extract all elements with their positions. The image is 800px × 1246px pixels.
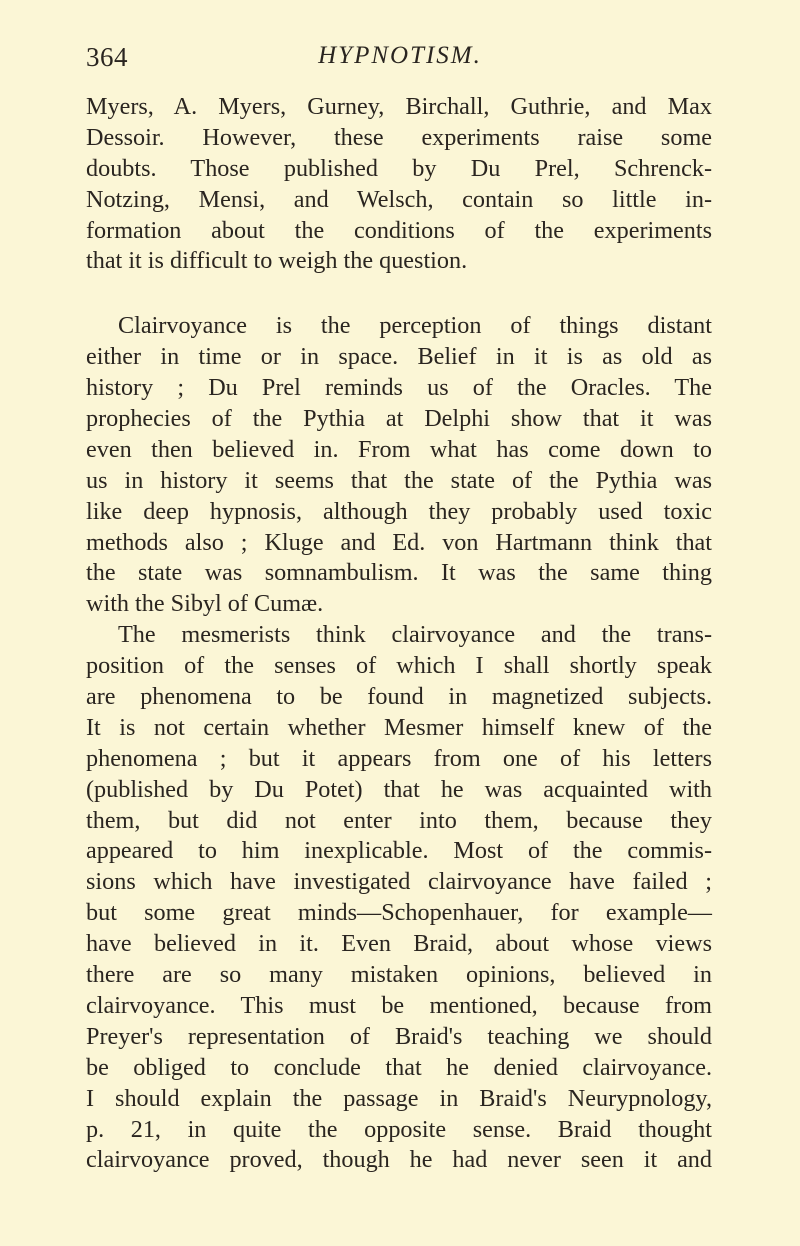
text-line: them, but did not enter into them, because they — [86, 806, 712, 834]
text-line: Notzing, Mensi, and Welsch, contain so little in- — [86, 185, 712, 213]
running-head: HYPNOTISM. — [318, 42, 482, 69]
text-line: have believed in it. Even Braid, about whose views — [86, 930, 712, 958]
text-line: us in history it seems that the state of the Pythia was — [86, 466, 712, 494]
text-line: be obliged to conclude that he denied clairvoyance. — [86, 1053, 712, 1081]
page-number: 364 — [86, 42, 128, 72]
text-line: either in time or in space. Belief in it is as old as — [86, 343, 712, 371]
text-line: Clairvoyance is the perception of things distant — [118, 312, 712, 340]
text-line: are phenomena to be found in magnetized subjects. — [86, 683, 712, 711]
text-line: sions which have investigated clairvoyance have failed ; — [86, 868, 712, 896]
text-line: clairvoyance. This must be mentioned, because from — [86, 991, 712, 1019]
page-header — [86, 42, 714, 82]
text-line: there are so many mistaken opinions, believed in — [86, 961, 712, 989]
text-line: the state was somnambulism. It was the same thing — [86, 559, 712, 587]
text-line: Dessoir. However, these experiments raise some — [86, 123, 712, 151]
text-line: methods also ; Kluge and Ed. von Hartmann think that — [86, 528, 712, 556]
text-line: prophecies of the Pythia at Delphi show that it was — [86, 405, 712, 433]
paragraph — [86, 92, 712, 277]
text-line: Myers, A. Myers, Gurney, Birchall, Guthrie, and Max — [86, 93, 712, 120]
text-line: It is not certain whether Mesmer himself knew of the — [86, 713, 712, 741]
text-line: formation about the conditions of the experiments — [86, 216, 712, 244]
text-line: even then believed in. From what has come down to — [86, 435, 712, 463]
text-line: history ; Du Prel reminds us of the Oracles. The — [86, 374, 712, 402]
text-line: I should explain the passage in Braid's Neurypnology, — [86, 1084, 712, 1112]
text-line: p. 21, in quite the opposite sense. Braid thought — [86, 1115, 712, 1143]
text-line: with the Sibyl of Cumæ. — [86, 590, 324, 618]
text-line: The mesmerists think clairvoyance and the trans- — [118, 621, 712, 649]
text-line: appeared to him inexplicable. Most of the commis- — [86, 837, 712, 865]
text-line: but some great minds—Schopenhauer, for example— — [86, 899, 712, 927]
text-line: phenomena ; but it appears from one of his letters — [86, 744, 712, 772]
text-line: (published by Du Potet) that he was acquainted with — [86, 775, 712, 803]
body-text — [86, 92, 712, 1176]
paragraph — [86, 620, 712, 1176]
text-line: Preyer's representation of Braid's teaching we should — [86, 1022, 712, 1050]
text-line: clairvoyance proved, though he had never seen it and — [86, 1146, 712, 1174]
paragraph — [86, 311, 712, 620]
text-line: doubts. Those published by Du Prel, Schrenck- — [86, 154, 712, 182]
text-line: position of the senses of which I shall shortly speak — [86, 652, 712, 680]
text-line: like deep hypnosis, although they probably used toxic — [86, 497, 712, 525]
text-line: that it is difficult to weigh the question. — [86, 247, 468, 275]
